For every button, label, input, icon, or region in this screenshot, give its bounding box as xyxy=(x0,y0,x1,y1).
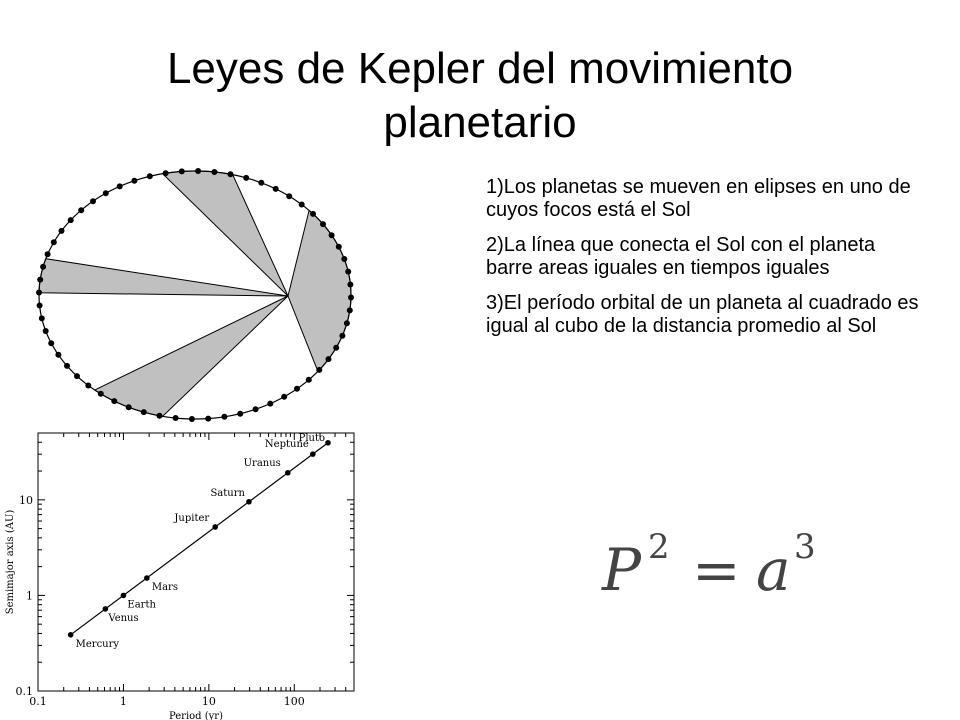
swept-area-sector-1 xyxy=(163,171,288,296)
planet-label-venus: Venus xyxy=(108,612,139,624)
planet-point-neptune xyxy=(310,451,316,457)
orbit-position-dot xyxy=(90,198,96,204)
orbit-position-dot xyxy=(48,340,54,346)
kepler-third-law-chart xyxy=(0,425,372,720)
formula-equals: = xyxy=(692,536,741,604)
orbit-position-dot xyxy=(267,401,273,407)
planet-label-earth: Earth xyxy=(127,599,156,611)
orbit-position-dot xyxy=(85,383,91,389)
swept-area-sector-2 xyxy=(288,210,351,371)
orbit-position-dot xyxy=(55,352,61,358)
planet-point-saturn xyxy=(246,499,252,505)
x-axis-label: Period (yr) xyxy=(168,711,224,720)
orbit-position-dot xyxy=(228,171,234,177)
orbit-position-dot xyxy=(329,232,335,238)
law-2-text: 2)La línea que conecta el Sol con el planeta barre areas iguales en tiempos iguales xyxy=(486,234,876,279)
law-3-text: 3)El período orbital de un planeta al cuadrado es igual al cubo de la distancia promedio al Sol xyxy=(486,292,919,337)
orbit-position-dot xyxy=(320,221,326,227)
orbit-position-dot xyxy=(59,228,65,234)
planet-point-pluto xyxy=(325,440,331,446)
orbit-position-dot xyxy=(221,414,227,420)
orbit-position-dot xyxy=(141,409,147,415)
orbit-position-dot xyxy=(131,178,137,184)
orbit-position-dot xyxy=(36,290,42,296)
orbit-position-dot xyxy=(68,217,74,223)
orbit-position-dot xyxy=(43,328,49,334)
kepler-laws-list xyxy=(486,176,926,350)
orbit-position-dot xyxy=(253,406,259,412)
orbit-position-dot xyxy=(103,190,109,196)
planet-label-pluto: Pluto xyxy=(298,432,326,444)
orbit-position-dot xyxy=(336,244,342,250)
law-1-text: 1)Los planetas se mueven en elipses en uno de cuyos focos está el Sol xyxy=(486,176,911,221)
planet-point-mars xyxy=(144,575,150,581)
planet-label-uranus: Uranus xyxy=(243,457,281,469)
x-tick-label: 1 xyxy=(119,695,127,708)
swept-area-sector-3 xyxy=(39,259,288,296)
x-tick-label: 100 xyxy=(283,695,305,708)
orbit-position-dot xyxy=(243,175,249,181)
orbit-position-dot xyxy=(126,404,132,410)
planet-label-neptune: Neptune xyxy=(264,439,309,451)
plot-frame xyxy=(38,433,354,691)
orbit-position-dot xyxy=(258,180,264,186)
orbit-position-dot xyxy=(294,386,300,392)
slide-title-line-1: Leyes de Kepler del movimiento xyxy=(166,44,794,93)
y-tick-label: 0.1 xyxy=(15,685,33,698)
formula-lhs-base: P xyxy=(602,536,642,604)
orbit-position-dot xyxy=(37,277,43,283)
orbit-position-dot xyxy=(333,345,339,351)
formula-rhs-base: a xyxy=(756,536,791,604)
orbit-position-dot xyxy=(281,394,287,400)
orbit-position-dot xyxy=(189,416,195,422)
orbit-position-dot xyxy=(37,303,43,309)
orbit-position-dot xyxy=(341,256,347,262)
orbit-position-dot xyxy=(237,411,243,417)
orbit-position-dot xyxy=(273,186,279,192)
orbit-position-dot xyxy=(74,373,80,379)
orbit-position-dot xyxy=(39,315,45,321)
orbit-position-dot xyxy=(339,333,345,339)
slide-title xyxy=(0,42,960,150)
orbit-position-dot xyxy=(40,264,46,270)
planet-label-jupiter: Jupiter xyxy=(174,512,210,524)
orbit-position-dot xyxy=(326,356,332,362)
x-tick-label: 10 xyxy=(201,695,216,708)
swept-area-sector-4 xyxy=(95,296,288,416)
orbit-position-dot xyxy=(173,415,179,421)
planet-point-venus xyxy=(103,606,109,612)
orbit-position-dot xyxy=(78,207,84,213)
y-axis-label: Semimajor axis (AU) xyxy=(5,509,16,615)
orbit-position-dot xyxy=(195,168,201,174)
orbit-position-dot xyxy=(179,168,185,174)
orbit-position-dot xyxy=(205,416,211,422)
orbit-position-dot xyxy=(64,363,70,369)
orbit-position-dot xyxy=(306,377,312,383)
y-tick-label: 10 xyxy=(19,493,33,507)
formula-rhs-exponent: 3 xyxy=(794,528,816,567)
orbit-position-dot xyxy=(211,169,217,175)
planet-label-mars: Mars xyxy=(151,582,178,594)
orbit-position-dot xyxy=(310,211,316,217)
orbit-position-dot xyxy=(98,391,104,397)
planet-label-saturn: Saturn xyxy=(210,487,245,499)
orbit-position-dot xyxy=(157,413,163,419)
orbit-position-dot xyxy=(345,269,351,275)
kepler-formula xyxy=(598,528,838,604)
slide-title-line-2: planetario xyxy=(383,98,577,147)
planet-point-mercury xyxy=(68,632,74,638)
y-tick-label: 1 xyxy=(26,589,33,603)
planet-point-uranus xyxy=(285,470,291,476)
orbit-position-dot xyxy=(316,367,322,373)
orbit-position-dot xyxy=(163,170,169,176)
planet-label-mercury: Mercury xyxy=(75,638,120,650)
orbit-position-dot xyxy=(147,173,153,179)
x-tick-label: 0.1 xyxy=(29,695,47,708)
orbit-position-dot xyxy=(286,193,292,199)
orbit-position-dot xyxy=(348,295,354,301)
orbit-position-dot xyxy=(117,183,123,189)
planet-point-jupiter xyxy=(212,524,218,530)
orbit-position-dot xyxy=(45,251,51,257)
formula-lhs-exponent: 2 xyxy=(648,528,670,567)
orbit-diagram xyxy=(20,160,370,430)
planet-point-earth xyxy=(121,593,127,599)
orbit-position-dot xyxy=(299,202,305,208)
orbit-position-dot xyxy=(347,282,353,288)
orbit-position-dot xyxy=(111,398,117,404)
orbit-position-dot xyxy=(51,239,57,245)
orbit-position-dot xyxy=(344,320,350,326)
orbit-position-dot xyxy=(347,307,353,313)
